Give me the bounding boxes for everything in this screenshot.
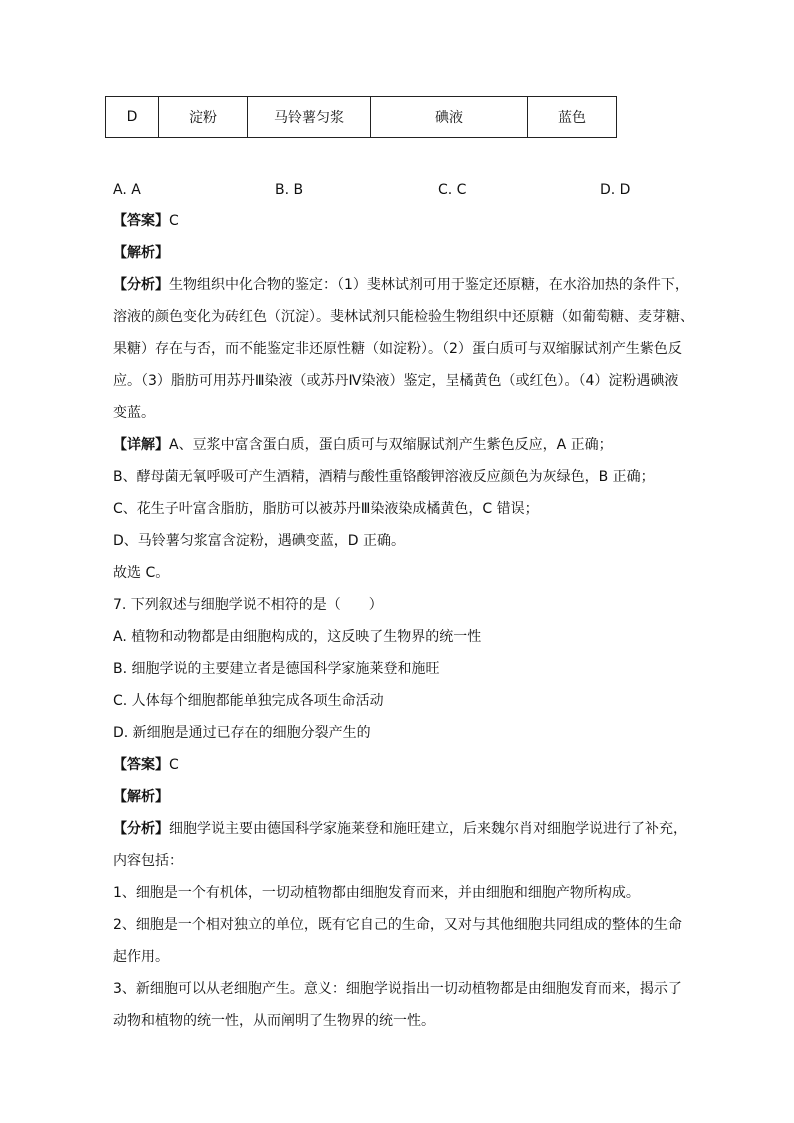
question-stem: 7. 下列叙述与细胞学说不相符的是（ ） xyxy=(113,597,383,613)
fenxi-line xyxy=(113,275,689,295)
option-c: C. C xyxy=(438,182,467,198)
detail-line: B、酵母菌无氧呼吸可产生酒精，酒精与酸性重铬酸钾溶液反应颜色为灰绿色，B 正确； xyxy=(113,469,655,485)
option-d: D. D xyxy=(600,182,631,198)
fenxi-line: 起作用。 xyxy=(113,949,169,965)
fenxi-text: 细胞学说主要由德国科学家施莱登和施旺建立，后来魏尔肖对细胞学说进行了补充， xyxy=(169,821,687,837)
fenxi-line xyxy=(113,819,687,839)
table-cell-substance: 淀粉 xyxy=(159,97,248,138)
q7-option-b: B. 细胞学说的主要建立者是德国科学家施莱登和施旺 xyxy=(113,661,440,677)
analysis-tag: 【解析】 xyxy=(113,245,169,261)
q7-option-d: D. 新细胞是通过已存在的细胞分裂产生的 xyxy=(113,725,371,741)
answer-tag: 【答案】 xyxy=(113,213,169,229)
table-cell-reagent: 碘液 xyxy=(371,97,528,138)
fenxi-line: 动物和植物的统一性，从而阐明了生物界的统一性。 xyxy=(113,1013,435,1029)
fenxi-line: 应。（3）脂肪可用苏丹Ⅲ染液（或苏丹Ⅳ染液）鉴定，呈橘黄色（或红色）。（4）淀粉遇碘液 xyxy=(113,373,679,389)
answer-tag: 【答案】 xyxy=(113,757,169,773)
detail-line: D、马铃薯匀浆富含淀粉，遇碘变蓝，D 正确。 xyxy=(113,533,406,549)
fenxi-line: 变蓝。 xyxy=(113,405,155,421)
table-cell-material: 马铃薯匀浆 xyxy=(248,97,371,138)
option-b: B. B xyxy=(275,182,304,198)
fenxi-tag: 【分析】 xyxy=(113,277,169,293)
conclusion-line: 故选 C。 xyxy=(113,565,170,581)
answer-value: C xyxy=(169,757,179,773)
detail-tag: 【详解】 xyxy=(113,437,169,453)
analysis-tag: 【解析】 xyxy=(113,789,169,805)
fenxi-line: 2、细胞是一个相对独立的单位，既有它自己的生命，又对与其他细胞共同组成的整体的生命 xyxy=(113,917,682,933)
table-cell-color: 蓝色 xyxy=(528,97,617,138)
reagent-table xyxy=(105,96,617,138)
answer-line xyxy=(113,755,179,775)
answer-line xyxy=(113,211,179,231)
fenxi-line: 3、新细胞可以从老细胞产生。意义：细胞学说指出一切动植物都是由细胞发育而来，揭示了 xyxy=(113,981,682,997)
fenxi-line: 内容包括： xyxy=(113,853,183,869)
option-a: A. A xyxy=(113,182,141,198)
table-row xyxy=(106,97,617,138)
fenxi-line: 1、细胞是一个有机体，一切动植物都由细胞发育而来，并由细胞和细胞产物所构成。 xyxy=(113,885,640,901)
fenxi-line: 溶液的颜色变化为砖红色（沉淀）。斐林试剂只能检验生物组织中还原糖（如葡萄糖、麦芽糖、 xyxy=(113,309,694,325)
fenxi-tag: 【分析】 xyxy=(113,821,169,837)
fenxi-line: 果糖）存在与否，而不能鉴定非还原性糖（如淀粉）。（2）蛋白质可与双缩脲试剂产生紫色反 xyxy=(113,341,682,357)
fenxi-text: 生物组织中化合物的鉴定：（1）斐林试剂可用于鉴定还原糖，在水浴加热的条件下， xyxy=(169,277,689,293)
q7-option-a: A. 植物和动物都是由细胞构成的，这反映了生物界的统一性 xyxy=(113,629,482,645)
detail-text: A、豆浆中富含蛋白质，蛋白质可与双缩脲试剂产生紫色反应，A 正确； xyxy=(169,437,613,453)
detail-line: C、花生子叶富含脂肪，脂肪可以被苏丹Ⅲ染液染成橘黄色，C 错误； xyxy=(113,501,539,517)
q7-option-c: C. 人体每个细胞都能单独完成各项生命活动 xyxy=(113,693,384,709)
table-cell-option: D xyxy=(106,97,159,138)
detail-line xyxy=(113,435,613,455)
answer-value: C xyxy=(169,213,179,229)
